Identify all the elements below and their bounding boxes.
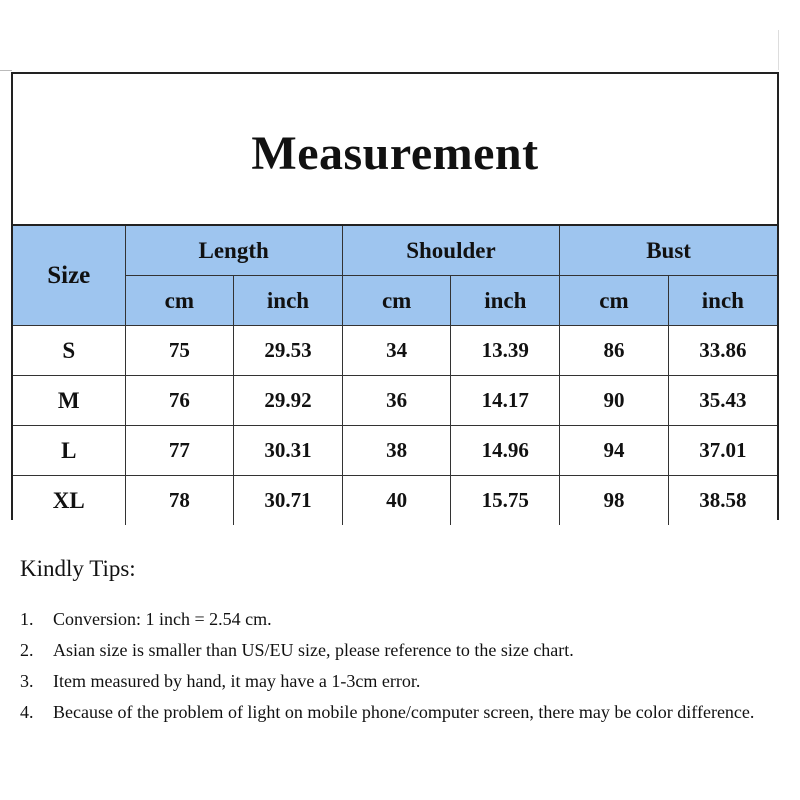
- list-item: [20, 635, 790, 666]
- divider-line: [778, 30, 779, 70]
- table-cell: 30.31: [234, 426, 343, 476]
- list-number: 3.: [20, 671, 34, 691]
- unit-header: inch: [234, 276, 343, 326]
- table-row: [13, 476, 777, 526]
- table-cell: 30.71: [234, 476, 343, 526]
- unit-header: inch: [668, 276, 777, 326]
- unit-header: inch: [451, 276, 560, 326]
- list-item: [20, 666, 790, 697]
- table-cell: 78: [125, 476, 234, 526]
- table-cell: 90: [560, 376, 669, 426]
- table-cell: 36: [342, 376, 451, 426]
- list-number: 4.: [20, 702, 34, 722]
- unit-header: cm: [560, 276, 669, 326]
- unit-header: cm: [342, 276, 451, 326]
- shoulder-header: Shoulder: [342, 226, 559, 276]
- list-text: Asian size is smaller than US/EU size, please reference to the size chart.: [53, 640, 574, 660]
- table-row: [13, 326, 777, 376]
- size-cell: L: [13, 426, 125, 476]
- size-header: Size: [13, 226, 125, 326]
- size-cell: S: [13, 326, 125, 376]
- table-cell: 14.96: [451, 426, 560, 476]
- list-item: [20, 604, 790, 635]
- size-table: [13, 226, 777, 525]
- table-cell: 13.39: [451, 326, 560, 376]
- table-cell: 15.75: [451, 476, 560, 526]
- tips-list: [20, 604, 790, 728]
- table-cell: 37.01: [668, 426, 777, 476]
- length-header: Length: [125, 226, 342, 276]
- list-text: Item measured by hand, it may have a 1-3cm error.: [53, 671, 421, 691]
- list-text: Because of the problem of light on mobile phone/computer screen, there may be color difference.: [53, 702, 755, 722]
- table-cell: 75: [125, 326, 234, 376]
- table-cell: 29.53: [234, 326, 343, 376]
- chart-title: Measurement: [251, 126, 539, 180]
- list-item: [20, 697, 790, 728]
- table-cell: 76: [125, 376, 234, 426]
- table-row: [13, 376, 777, 426]
- table-cell: 38.58: [668, 476, 777, 526]
- table-cell: 34: [342, 326, 451, 376]
- divider-line: [0, 70, 12, 71]
- table-row: [13, 426, 777, 476]
- table-cell: 38: [342, 426, 451, 476]
- header-row-units: [13, 276, 777, 326]
- unit-header: cm: [125, 276, 234, 326]
- table-cell: 40: [342, 476, 451, 526]
- table-cell: 14.17: [451, 376, 560, 426]
- header-row-groups: [13, 226, 777, 276]
- tips-title: Kindly Tips:: [20, 556, 136, 581]
- table-cell: 98: [560, 476, 669, 526]
- bust-header: Bust: [560, 226, 777, 276]
- list-text: Conversion: 1 inch = 2.54 cm.: [53, 609, 272, 629]
- table-cell: 33.86: [668, 326, 777, 376]
- tips-section: [20, 556, 790, 728]
- chart-title-area: [13, 74, 777, 226]
- size-cell: XL: [13, 476, 125, 526]
- table-cell: 86: [560, 326, 669, 376]
- table-cell: 35.43: [668, 376, 777, 426]
- size-chart: [11, 72, 779, 520]
- table-cell: 94: [560, 426, 669, 476]
- list-number: 1.: [20, 609, 34, 629]
- table-cell: 29.92: [234, 376, 343, 426]
- size-cell: M: [13, 376, 125, 426]
- list-number: 2.: [20, 640, 34, 660]
- table-cell: 77: [125, 426, 234, 476]
